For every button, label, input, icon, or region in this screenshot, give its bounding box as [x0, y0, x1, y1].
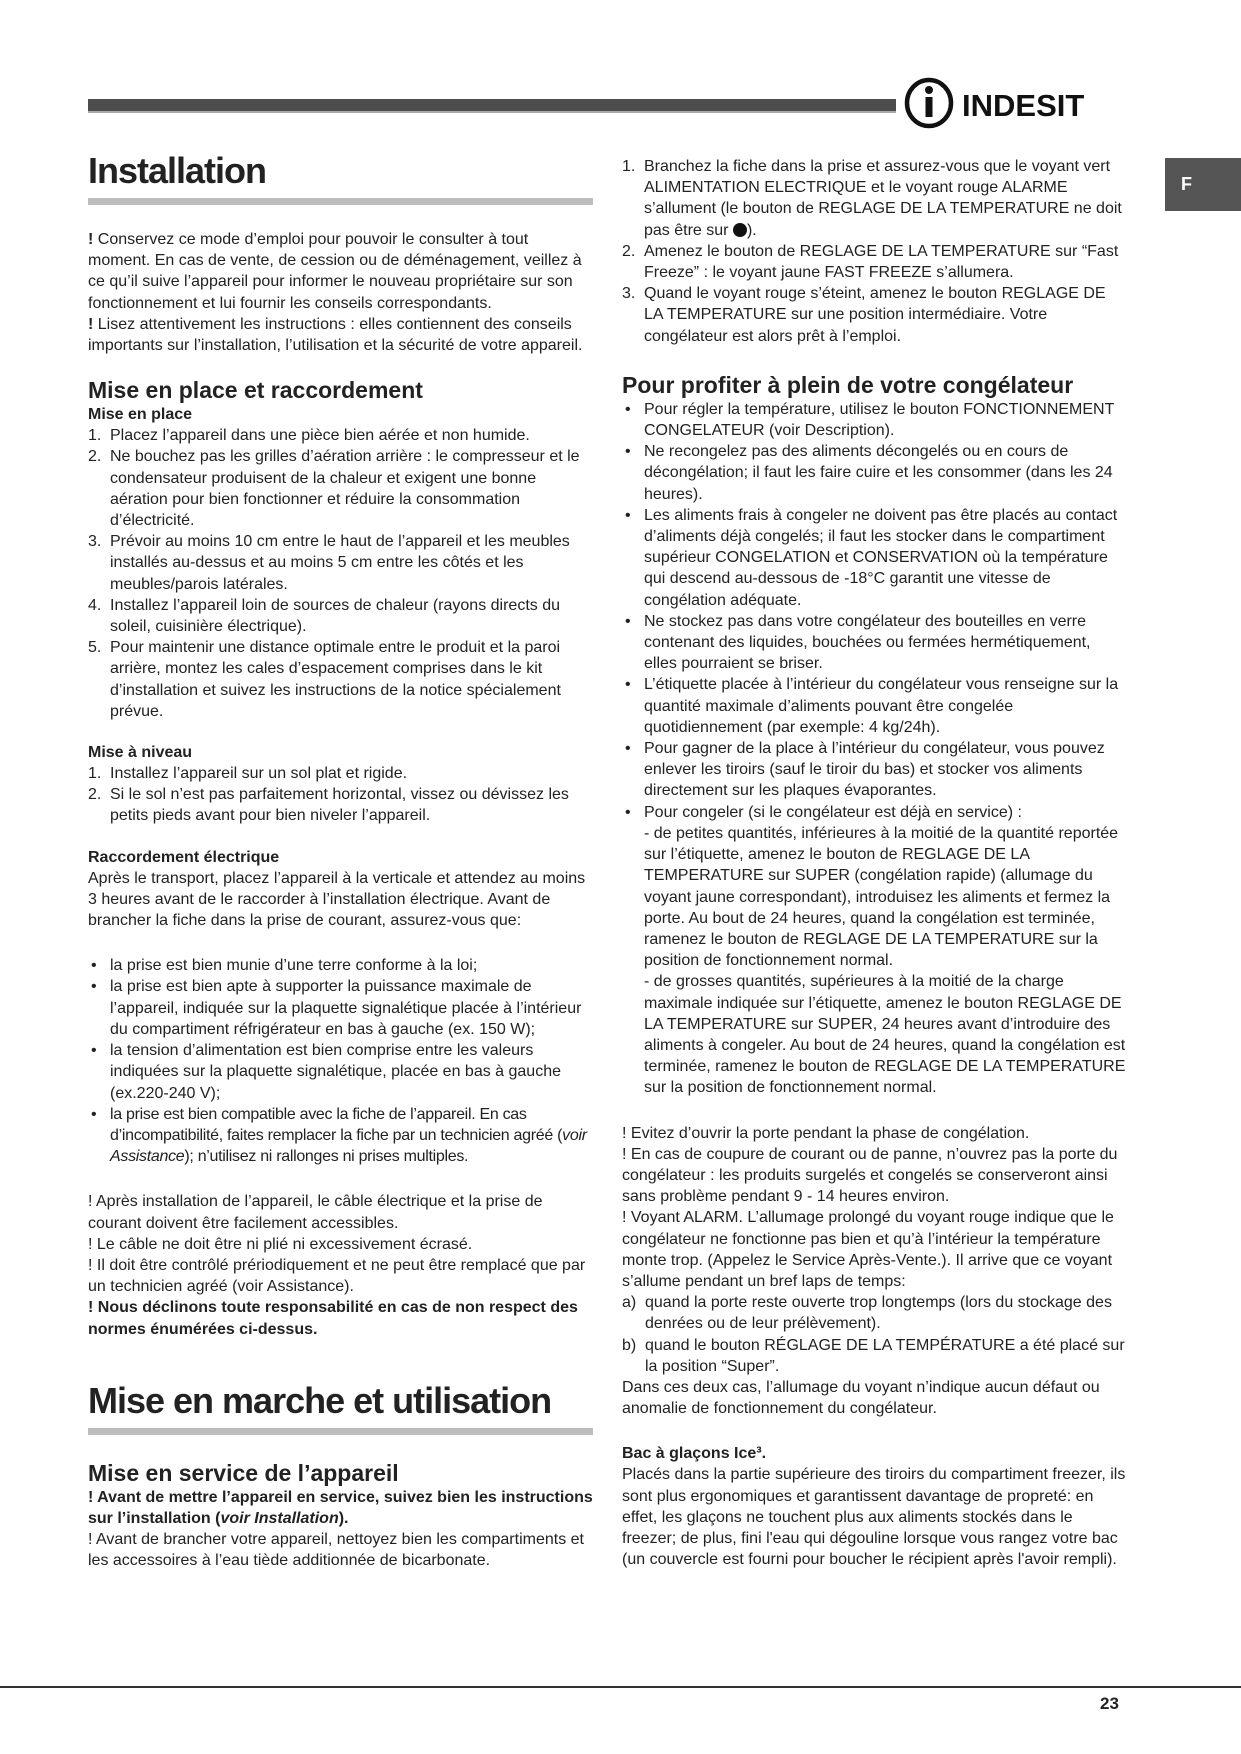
- list-item: • Pour congeler (si le congélateur est déjà en service) : - de petites quantités, inférieures à la moitié de la quantité reportée sur l’étiquette, amenez le bouton de REGLAGE DE LA TEMPERATURE sur SUPER (congélation rapide) (allumage du voyant jaune correspondant), introduisez les aliments et fermez la porte. Au bout de 24 heures, quand la congélation est terminée, ramenez le bouton de REGLAGE DE LA TEMPERATURE sur la position de fonctionnement normal. - de grosses quantités, supérieures à la moitié de la charge maximale indiquée sur l’étiquette, amenez le bouton REGLAGE DE LA TEMPERATURE sur SUPER, 24 heures avant d’introduire des aliments à congeler. Au bout de 24 heures, quand la congélation est terminée, ramenez le bouton de REGLAGE DE LA TEMPERATURE sur la position de fonctionnement normal.: [622, 802, 1126, 1099]
- list-item: • la prise est bien apte à supporter la puissance maximale de l’appareil, indiquée sur la plaquette signalétique placée à l’intérieur du compartiment réfrigérateur en bas à gauche (ex. 150 W);: [88, 976, 593, 1040]
- list-item: • Ne stockez pas dans votre congélateur des bouteilles en verre contenant des liquides, bouchées ou fermées hermétiquement, elles pourraient se briser.: [622, 611, 1126, 675]
- electrical-heading: Raccordement électrique: [88, 848, 280, 866]
- intro-paragraph-2: ! Lisez attentivement les instructions : elles contiennent des conseils importants sur l’installation, l’utilisation et la sécurité de votre appareil.: [88, 315, 583, 355]
- list-item: 2. Ne bouchez pas les grilles d’aération arrière : le compresseur et le condensateur produisent de la chaleur et exigent une bonne aération pour bien fonctionner et réduire la consommation d’électricité.: [88, 448, 580, 530]
- list-item: 4. Installez l’appareil loin de sources de chaleur (rayons directs du soleil, cuisinière électrique).: [88, 596, 561, 636]
- alarm-cases: [622, 1292, 1126, 1377]
- ice-tray-heading: Bac à glaçons Ice³.: [622, 1445, 767, 1463]
- language-tab: F: [1165, 158, 1241, 211]
- electrical-checklist: [88, 955, 593, 1167]
- note-power-cut: ! En cas de coupure de courant ou de panne, n’ouvrez pas la porte du congélateur : les produits surgelés et congelés se conserveront ainsi sans problème pendant 9 - 14 heures environ.: [622, 1145, 1118, 1206]
- indesit-logo: [902, 76, 1132, 130]
- warning-cable-bend: ! Le câble ne doit être ni plié ni excessivement écrasé.: [88, 1235, 473, 1253]
- intro-paragraph-1: ! Conservez ce mode d’emploi pour pouvoir le consulter à tout moment. En cas de vente, de cession ou de déménagement, veillez à ce qu’il suive l’appareil pour informer le nouveau propriétaire sur son fonctionnement et lui fournir les conseils correspondants.: [88, 231, 582, 312]
- installation-title: Installation: [88, 150, 593, 205]
- list-item: • Ne recongelez pas des aliments décongelés ou en cours de décongélation; il faut les faire cuire et les consommer (dans les 24 heures).: [622, 441, 1126, 505]
- freezer-tips: [622, 399, 1126, 1099]
- off-position-dot-icon: [733, 223, 747, 237]
- placement-list: [88, 425, 593, 722]
- leveling-heading: Mise à niveau: [88, 744, 193, 762]
- list-item: 2. Si le sol n’est pas parfaitement horizontal, vissez ou dévissez les petits pieds avant pour bien niveler l’appareil.: [88, 786, 569, 825]
- list-item: a) quand la porte reste ouverte trop longtemps (lors du stockage des denrées ou de leur prélèvement).: [622, 1294, 1112, 1333]
- service-warning: ! Avant de mettre l’appareil en service, suivez bien les instructions sur l’installation (voir Installation).: [88, 1488, 593, 1527]
- list-item: • L’étiquette placée à l’intérieur du congélateur vous renseigne sur la quantité maximale d’aliments pouvant être congelée quotidiennement (par exemple: 4 kg/24h).: [622, 674, 1126, 738]
- header-rule: [88, 99, 896, 113]
- brand-name: INDESIT: [962, 88, 1085, 123]
- list-item: 3. Prévoir au moins 10 cm entre le haut de l’appareil et les meubles installés au-dessus et au moins 5 cm entre les côtés et les meubles/parois latérales.: [88, 533, 570, 593]
- list-item: • Pour gagner de la place à l’intérieur du congélateur, vous pouvez enlever les tiroirs (sauf le tiroir du bas) et stocker vos aliments directement sur les plaques évaporantes.: [622, 738, 1126, 802]
- startup-steps: [622, 156, 1126, 347]
- note-alarm-conclusion: Dans ces deux cas, l’allumage du voyant n’indique aucun défaut ou anomalie de fonctionnement du congélateur.: [622, 1378, 1100, 1418]
- list-item: • Les aliments frais à congeler ne doivent pas être placés au contact d’aliments déjà congelés; il faut les stocker dans le compartiment supérieur CONGELATION et CONSERVATION où la température qui descend au-dessous de -18°C garantit une vitesse de congélation adéquate.: [622, 505, 1126, 611]
- placement-heading: Mise en place et raccordement: [88, 377, 423, 404]
- electrical-intro: Après le transport, placez l’appareil à la verticale et attendez au moins 3 heures avant de le raccorder à l’installation électrique. Avant de brancher la fiche dans la prise de courant, assurez-vous que:: [88, 869, 586, 930]
- list-item: 1. Placez l’appareil dans une pièce bien aérée et non humide.: [88, 427, 530, 445]
- right-column: [622, 156, 1126, 1570]
- list-item: 5. Pour maintenir une distance optimale entre le produit et la paroi arrière, montez les cales d’espacement comprises dans le kit d’installation et suivez les instructions de la notice spécialement prévue.: [88, 639, 561, 720]
- ice-tray-text: Placés dans la partie supérieure des tiroirs du compartiment freezer, ils sont plus ergonomiques et garantissent davantage de propreté: en effet, les glaçons ne touchent plus aux aliments stockés dans le freezer; de plus, fini l'eau qui dégouline lorsque vous rangez votre bac (un couvercle est fourni pour boucher le récipient après l'avoir rempli).: [622, 1466, 1126, 1569]
- placement-subheading: Mise en place: [88, 406, 193, 424]
- warning-cable-access: ! Après installation de l’appareil, le câble électrique et la prise de courant doivent être facilement accessibles.: [88, 1193, 543, 1232]
- list-item: • la prise est bien compatible avec la fiche de l’appareil. En cas d’incompatibilité, faites remplacer la fiche par un technicien agréé (voir Assistance); n’utilisez ni rallonges ni prises multiples.: [88, 1104, 593, 1168]
- note-door: ! Evitez d’ouvrir la porte pendant la phase de congélation.: [622, 1124, 1030, 1142]
- list-item: • Pour régler la température, utilisez le bouton FONCTIONNEMENT CONGELATEUR (voir Description).: [622, 399, 1126, 441]
- freezer-heading: Pour profiter à plein de votre congélateur: [622, 371, 1074, 398]
- footer-rule: [0, 1686, 1241, 1688]
- left-column: [88, 150, 593, 1572]
- list-item: 2. Amenez le bouton de REGLAGE DE LA TEMPERATURE sur “Fast Freeze” : le voyant jaune FAST FREEZE s’allumera.: [622, 242, 1119, 282]
- warning-liability: ! Nous déclinons toute responsabilité en cas de non respect des normes énumérées ci-dessus.: [88, 1299, 578, 1338]
- note-alarm: ! Voyant ALARM. L’allumage prolongé du voyant rouge indique que le congélateur ne fonctionne pas bien et qu’à l’intérieur la température monte trop. (Appelez le Service Après-Vente.). Il arrive que ce voyant s’allume pendant un bref laps de temps:: [622, 1209, 1114, 1290]
- list-item: • la prise est bien munie d’une terre conforme à la loi;: [88, 955, 593, 976]
- page-number: 23: [1100, 1694, 1119, 1713]
- list-item: b) quand le bouton RÉGLAGE DE LA TEMPÉRATURE a été placé sur la position “Super”.: [622, 1336, 1125, 1375]
- service-heading: Mise en service de l’appareil: [88, 1459, 399, 1486]
- list-item: 3. Quand le voyant rouge s’éteint, amenez le bouton REGLAGE DE LA TEMPERATURE sur une position intermédiaire. Votre congélateur est alors prêt à l’emploi.: [622, 285, 1106, 345]
- start-title: Mise en marche et utilisation: [88, 1380, 593, 1435]
- list-item: 1. Installez l’appareil sur un sol plat et rigide.: [88, 765, 408, 783]
- warning-cable-check: ! Il doit être contrôlé prériodiquement et ne peut être remplacé que par un technicien agréé (voir Assistance).: [88, 1256, 586, 1296]
- list-item: 1. Branchez la fiche dans la prise et assurez-vous que le voyant vert ALIMENTATION ELECTRIQUE et le voyant rouge ALARME s’allument (le bouton de REGLAGE DE LA TEMPERATURE ne doit pas être sur ).: [622, 158, 1122, 239]
- list-item: • la tension d’alimentation est bien comprise entre les valeurs indiquées sur la plaquette signalétique, placée en bas à gauche (ex.220-240 V);: [88, 1040, 593, 1104]
- leveling-list: [88, 763, 593, 827]
- service-cleaning: ! Avant de brancher votre appareil, nettoyez bien les compartiments et les accessoires à l’eau tiède additionnée de bicarbonate.: [88, 1531, 584, 1570]
